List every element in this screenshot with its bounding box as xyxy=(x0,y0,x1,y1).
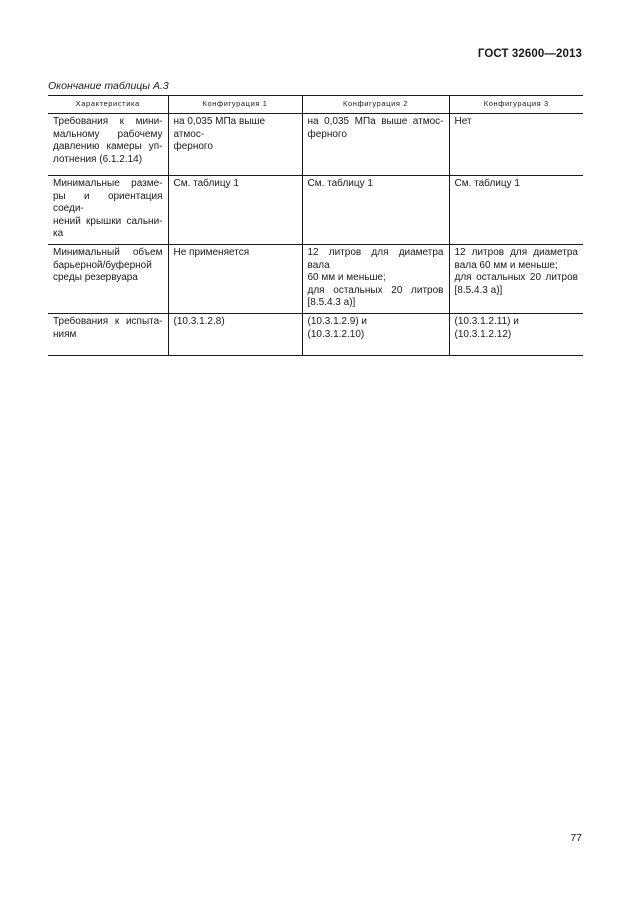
cell-line: барьерной/буферной xyxy=(53,259,152,271)
cell-line: на 0,035 МПа выше атмос- xyxy=(173,116,266,140)
cell-config-3 xyxy=(449,244,583,313)
cell-line: ка xyxy=(53,228,64,240)
cell-line: Нет xyxy=(454,116,472,127)
cell-line: (10.3.1.2.11) и xyxy=(454,315,519,327)
cell-line: ферного xyxy=(173,141,213,153)
cell-characteristic xyxy=(48,244,168,313)
table-header-row xyxy=(48,96,583,114)
cell-line: вала 60 мм и меньше; xyxy=(454,259,558,271)
cell-line: Требования к испыта- xyxy=(53,315,163,327)
cell-config-1 xyxy=(168,176,302,245)
column-header-config-2: Конфигурация 2 xyxy=(302,96,449,114)
cell-line: ферного xyxy=(307,128,347,140)
cell-line: 12 литров для диаметра xyxy=(454,246,578,258)
cell-line: давлению камеры уп- xyxy=(53,141,163,153)
cell-characteristic xyxy=(48,313,168,355)
specification-table xyxy=(48,95,583,356)
cell-line: Минимальные разме- xyxy=(53,178,163,189)
cell-config-3 xyxy=(449,176,583,245)
cell-line: на 0,035 МПа выше атмос- xyxy=(307,116,444,127)
column-header-characteristic: Характеристика xyxy=(48,96,168,114)
column-header-config-3: Конфигурация 3 xyxy=(449,96,583,114)
column-header-config-1: Конфигурация 1 xyxy=(168,96,302,114)
cell-line: (10.3.1.2.8) xyxy=(173,315,225,327)
cell-line: (10.3.1.2.9) и xyxy=(307,315,368,327)
cell-line: 60 мм и меньше; xyxy=(307,272,386,284)
cell-line: ры и ориентация соеди- xyxy=(53,190,163,215)
cell-line: Не применяется xyxy=(173,246,250,258)
cell-line: См. таблицу 1 xyxy=(173,178,239,189)
cell-line: для остальных 20 литров xyxy=(307,284,444,296)
cell-line: среды резервуара xyxy=(53,272,138,284)
cell-line: для остальных 20 литров xyxy=(454,272,578,284)
cell-config-2 xyxy=(302,244,449,313)
table-row xyxy=(48,114,583,176)
cell-line: 12 литров для диаметра вала xyxy=(307,246,444,271)
cell-config-2 xyxy=(302,114,449,176)
cell-line: (10.3.1.2.10) xyxy=(307,328,365,340)
cell-line: нений крышки сальни- xyxy=(53,215,163,227)
cell-config-1 xyxy=(168,114,302,176)
document-standard-header: ГОСТ 32600—2013 xyxy=(477,48,582,60)
cell-line: ниям xyxy=(53,328,77,340)
cell-characteristic xyxy=(48,176,168,245)
cell-config-2 xyxy=(302,176,449,245)
cell-line: мальному рабочему xyxy=(53,128,163,140)
cell-config-1 xyxy=(168,244,302,313)
table-caption: Окончание таблицы А.3 xyxy=(48,80,169,92)
page-number: 77 xyxy=(570,832,582,844)
cell-characteristic xyxy=(48,114,168,176)
cell-config-2 xyxy=(302,313,449,355)
cell-config-1 xyxy=(168,313,302,355)
cell-config-3 xyxy=(449,313,583,355)
cell-line: См. таблицу 1 xyxy=(454,178,520,189)
cell-config-3 xyxy=(449,114,583,176)
cell-line: Минимальный объем xyxy=(53,246,163,258)
table-row xyxy=(48,176,583,245)
cell-line: См. таблицу 1 xyxy=(307,178,373,189)
cell-line: Требования к мини- xyxy=(53,116,163,127)
table-row xyxy=(48,244,583,313)
cell-line: (10.3.1.2.12) xyxy=(454,328,512,340)
cell-line: [8.5.4.3 а)] xyxy=(454,284,503,296)
cell-line: [8.5.4.3 а)] xyxy=(307,297,356,309)
table-row xyxy=(48,313,583,355)
cell-line: лотнения (6.1.2.14) xyxy=(53,153,143,165)
